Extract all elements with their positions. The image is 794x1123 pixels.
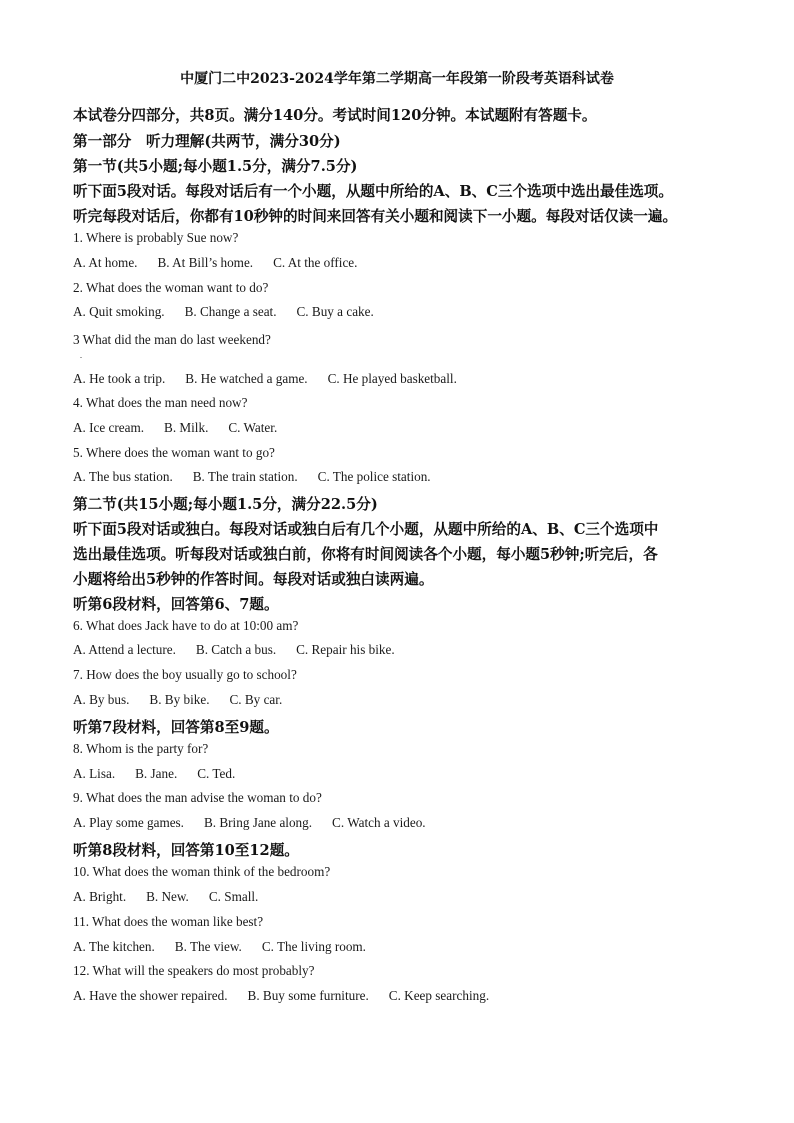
option-a: A. Play some games. [73, 815, 184, 830]
option-c: C. The living room. [261, 939, 366, 954]
section1-instruction: 听完每段对话后，你都有10秒钟的时间来回答有关小题和阅读下一小题。每段对话仅读一遍。 [73, 208, 678, 225]
material-heading: 听第8段材料，回答第10至12题。 [73, 842, 299, 859]
section1-heading: 第一节(共5小题;每小题1.5分，满分7.5分) [73, 158, 358, 175]
question-options [73, 642, 415, 658]
exam-intro: 本试卷分四部分，共8页。满分140分。考试时间120分钟。本试题附有答题卡。 [73, 107, 597, 124]
option-b: B. Catch a bus. [195, 642, 277, 657]
question-options [73, 420, 297, 436]
question-options [73, 815, 446, 831]
question-text: 11. What does the woman like best? [73, 914, 264, 929]
option-c: C. Watch a video. [332, 815, 426, 830]
option-a: A. The kitchen. [73, 939, 155, 954]
option-c: C. Small. [208, 889, 259, 904]
option-c: C. By car. [229, 692, 283, 707]
question-options [73, 469, 451, 485]
option-b: B. At Bill’s home. [157, 255, 254, 270]
option-a: A. Have the shower repaired. [73, 988, 228, 1003]
question-options [73, 939, 386, 955]
section2-instruction: 听下面5段对话或独白。每段对话或独白后有几个小题，从题中所给的A、B、C三个选项中 [73, 521, 659, 538]
stray-mark: . [80, 351, 82, 360]
question-options [73, 371, 477, 387]
question-text: 4. What does the man need now? [73, 395, 248, 410]
option-c: C. Keep searching. [388, 988, 490, 1003]
option-a: A. At home. [73, 255, 138, 270]
question-text: 12. What will the speakers do most probably? [73, 963, 315, 978]
question-options [73, 304, 394, 320]
material-heading: 听第7段材料，回答第8至9题。 [73, 719, 279, 736]
option-a: A. Bright. [73, 889, 127, 904]
option-a: A. Attend a lecture. [73, 642, 176, 657]
question-options [73, 889, 278, 905]
section2-instruction: 小题将给出5秒钟的作答时间。每段对话或独白读两遍。 [73, 571, 434, 588]
option-b: B. Change a seat. [184, 304, 277, 319]
question-text: 9. What does the man advise the woman to do? [73, 790, 322, 805]
option-c: C. Buy a cake. [296, 304, 374, 319]
option-a: A. Ice cream. [73, 420, 145, 435]
option-c: C. Repair his bike. [296, 642, 395, 657]
option-b: B. Buy some furniture. [247, 988, 369, 1003]
option-c: C. Ted. [197, 766, 236, 781]
option-c: C. He played basketball. [327, 371, 457, 386]
option-a: A. Lisa. [73, 766, 116, 781]
option-a: A. He took a trip. [73, 371, 166, 386]
option-b: B. Bring Jane along. [203, 815, 313, 830]
option-a: A. By bus. [73, 692, 130, 707]
question-options [73, 692, 302, 708]
part1-heading: 第一部分 听力理解(共两节，满分30分) [73, 133, 341, 150]
question-options [73, 255, 377, 271]
material-heading: 听第6段材料，回答第6、7题。 [73, 596, 279, 613]
question-text: 1. Where is probably Sue now? [73, 230, 239, 245]
question-text: 2. What does the woman want to do? [73, 280, 269, 295]
option-a: A. Quit smoking. [73, 304, 165, 319]
section1-instruction: 听下面5段对话。每段对话后有一个小题，从题中所给的A、B、C三个选项中选出最佳选项。 [73, 183, 673, 200]
exam-title: 中厦门二中2023-2024学年第二学期高一年段第一阶段考英语科试卷 [180, 71, 614, 87]
option-b: B. New. [146, 889, 189, 904]
question-text: 3 What did the man do last weekend? [73, 332, 271, 347]
option-b: B. The view. [174, 939, 242, 954]
option-c: C. At the office. [273, 255, 358, 270]
option-c: C. Water. [228, 420, 278, 435]
option-b: B. By bike. [149, 692, 210, 707]
option-b: B. The train station. [192, 469, 298, 484]
section2-instruction: 选出最佳选项。听每段对话或独白前，你将有时间阅读各个小题，每小题5秒钟;听完后，各 [73, 546, 658, 563]
question-text: 8. Whom is the party for? [73, 741, 209, 756]
question-text: 10. What does the woman think of the bedroom? [73, 864, 331, 879]
option-b: B. He watched a game. [185, 371, 308, 386]
question-options [73, 766, 255, 782]
question-text: 6. What does Jack have to do at 10:00 am? [73, 618, 299, 633]
option-c: C. The police station. [317, 469, 431, 484]
section2-heading: 第二节(共15小题;每小题1.5分，满分22.5分) [73, 496, 378, 513]
question-options [73, 988, 509, 1004]
option-b: B. Milk. [164, 420, 209, 435]
option-b: B. Jane. [135, 766, 178, 781]
question-text: 7. How does the boy usually go to school? [73, 667, 297, 682]
question-text: 5. Where does the woman want to go? [73, 445, 275, 460]
option-a: A. The bus station. [73, 469, 173, 484]
